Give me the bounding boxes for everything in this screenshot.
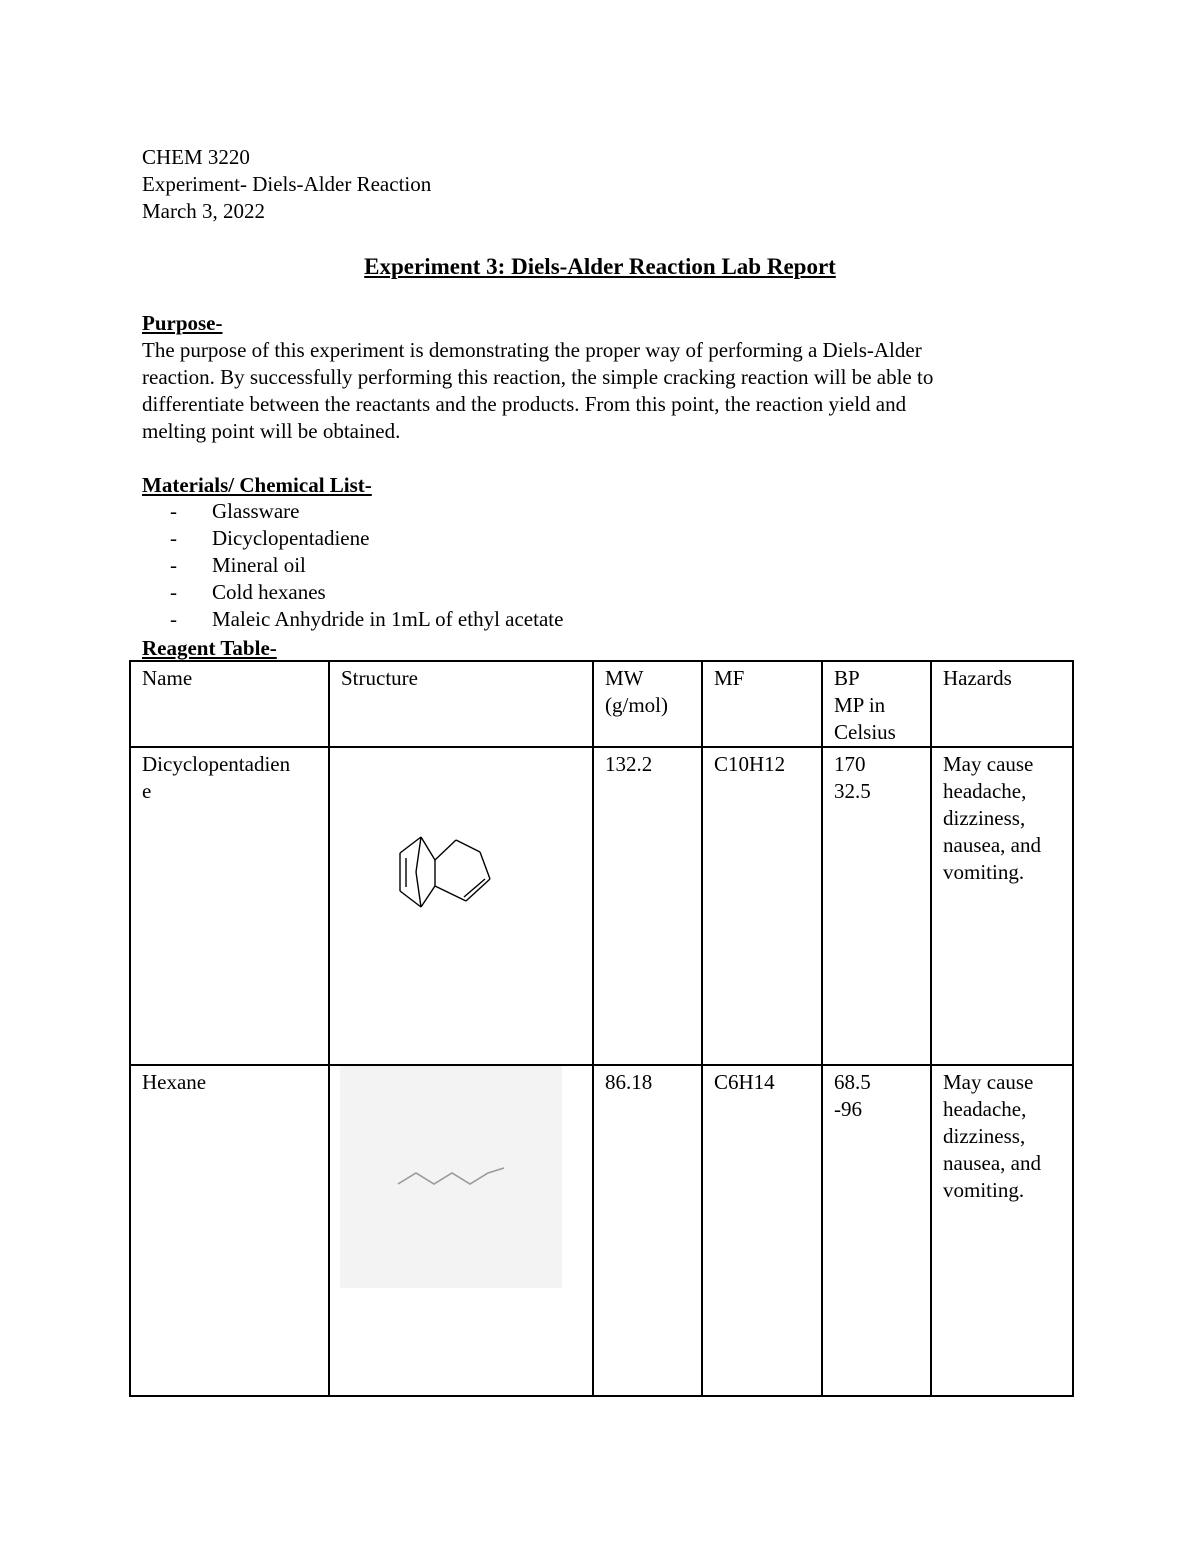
- materials-section: [142, 472, 1042, 499]
- boiling-point: 68.5: [834, 1070, 871, 1094]
- name-line: e: [142, 779, 152, 803]
- hazard-line: headache,: [943, 779, 1027, 803]
- hazard-line: May cause: [943, 752, 1034, 776]
- hazard-line: nausea, and: [943, 833, 1041, 857]
- hazard-line: nausea, and: [943, 1151, 1041, 1175]
- reagent-mw: 132.2: [593, 747, 702, 1065]
- header-line: MP in: [834, 693, 886, 717]
- course-code: CHEM 3220: [142, 145, 250, 169]
- column-header-structure: Structure: [329, 661, 593, 747]
- reagent-hazards: [931, 747, 1073, 1065]
- reagent-mf: C10H12: [702, 747, 822, 1065]
- list-item-text: Mineral oil: [212, 553, 306, 577]
- list-item-text: Glassware: [212, 499, 300, 523]
- list-item-text: Maleic Anhydride in 1mL of ethyl acetate: [212, 607, 564, 631]
- reagent-bp-mp: [822, 747, 931, 1065]
- reagent-structure: [329, 747, 593, 1065]
- list-item-text: Dicyclopentadiene: [212, 526, 370, 550]
- purpose-line: differentiate between the reactants and the products. From this point, the reaction yield and: [142, 392, 907, 416]
- name-line: Dicyclopentadien: [142, 752, 291, 776]
- list-bullet: -: [170, 499, 177, 523]
- hazard-line: headache,: [943, 1097, 1027, 1121]
- melting-point: -96: [834, 1097, 862, 1121]
- hazard-line: May cause: [943, 1070, 1034, 1094]
- list-bullet: -: [170, 553, 177, 577]
- materials-list: [170, 498, 563, 633]
- list-item: [170, 606, 563, 633]
- column-header-mf: MF: [702, 661, 822, 747]
- list-item: [170, 552, 563, 579]
- table-row: [130, 1065, 1073, 1396]
- reagent-bp-mp: [822, 1065, 931, 1396]
- hazard-line: vomiting.: [943, 1178, 1025, 1202]
- header-line: Celsius: [834, 720, 896, 744]
- purpose-section: [142, 310, 1042, 445]
- purpose-line: The purpose of this experiment is demonstrating the proper way of performing a Diels-Alder: [142, 338, 922, 362]
- hazard-line: dizziness,: [943, 1124, 1026, 1148]
- column-header-hazards: Hazards: [931, 661, 1073, 747]
- melting-point: 32.5: [834, 779, 871, 803]
- reagent-hazards: [931, 1065, 1073, 1396]
- list-item-text: Cold hexanes: [212, 580, 326, 604]
- hazard-line: dizziness,: [943, 806, 1026, 830]
- experiment-name: Experiment- Diels-Alder Reaction: [142, 172, 432, 196]
- hazard-line: vomiting.: [943, 860, 1025, 884]
- purpose-line: melting point will be obtained.: [142, 419, 401, 443]
- reagent-mf: C6H14: [702, 1065, 822, 1396]
- list-bullet: -: [170, 607, 177, 631]
- purpose-line: reaction. By successfully performing this reaction, the simple cracking reaction will be able to: [142, 365, 934, 389]
- reagent-mw: 86.18: [593, 1065, 702, 1396]
- reagent-table-heading: Reagent Table-: [142, 636, 277, 660]
- reagent-name: [130, 747, 329, 1065]
- header-line: BP: [834, 666, 860, 690]
- table-row: [130, 747, 1073, 1065]
- list-bullet: -: [170, 526, 177, 550]
- column-header-mw: [593, 661, 702, 747]
- report-title: Experiment 3: Diels-Alder Reaction Lab Report: [364, 254, 836, 279]
- header-line: MW: [605, 666, 644, 690]
- materials-heading: Materials/ Chemical List-: [142, 473, 372, 497]
- list-item: [170, 525, 563, 552]
- column-header-name: Name: [130, 661, 329, 747]
- boiling-point: 170: [834, 752, 866, 776]
- list-item: [170, 579, 563, 606]
- table-header-row: [130, 661, 1073, 747]
- list-bullet: -: [170, 580, 177, 604]
- hexane-structure-icon: [396, 1166, 506, 1190]
- dicyclopentadiene-structure-icon: [390, 823, 500, 923]
- hexane-structure-image: [340, 1066, 562, 1288]
- document-header: [142, 144, 431, 225]
- reagent-table: [129, 660, 1074, 1397]
- reagent-structure: [329, 1065, 593, 1396]
- report-date: March 3, 2022: [142, 199, 266, 223]
- name-line: Hexane: [142, 1070, 207, 1094]
- column-header-bp-mp: [822, 661, 931, 747]
- list-item: [170, 498, 563, 525]
- purpose-heading: Purpose-: [142, 311, 223, 335]
- header-line: (g/mol): [605, 693, 668, 717]
- reagent-name: [130, 1065, 329, 1396]
